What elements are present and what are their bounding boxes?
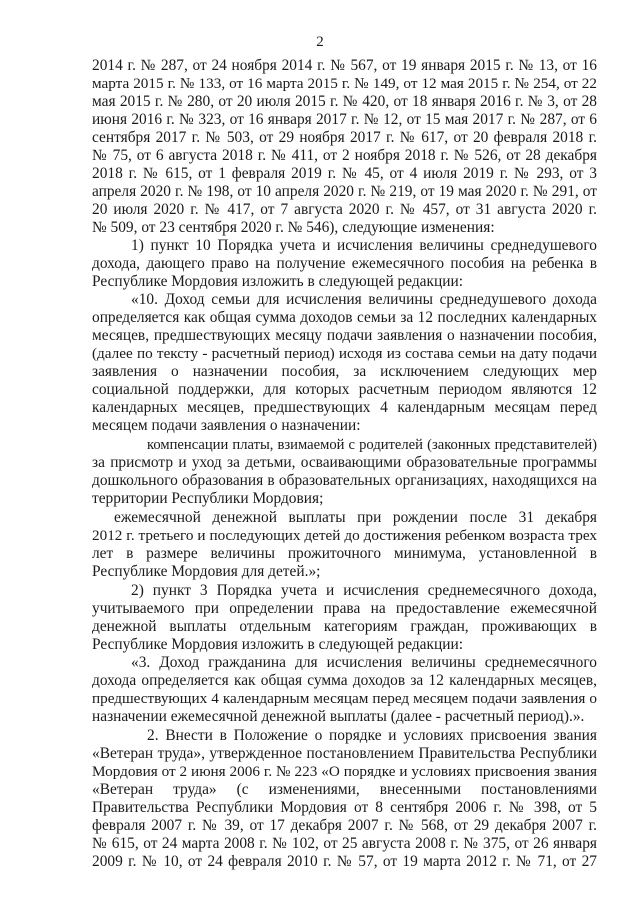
- text-line: месяцем подачи заявления о назначении:: [92, 417, 361, 434]
- text-line: февраля 2007 г. № 39, от 17 декабря 2007 г. № 568, от 29 декабря 2007 г.: [92, 817, 597, 834]
- text-line: 20 июля 2020 г. № 417, от 7 августа 2020 г. № 457, от 31 августа 2020 г.: [92, 201, 597, 218]
- text-line: 2. Внести в Положение о порядке и условиях присвоения звания: [147, 727, 597, 744]
- text-line: 2) пункт 3 Порядка учета и исчисления среднемесячного дохода,: [131, 582, 597, 599]
- text-line: дошкольного образования в образовательных организациях, находящихся на: [92, 472, 597, 489]
- text-line: за присмотр и уход за детьми, осваивающими образовательные программы: [92, 454, 597, 471]
- text-line: № 615, от 24 марта 2008 г. № 102, от 25 августа 2008 г. № 375, от 26 января: [92, 835, 597, 852]
- text-line: социальной поддержки, для которых расчетным периодом являются 12: [92, 381, 597, 398]
- text-line: 2018 г. № 615, от 1 февраля 2019 г. № 45, от 4 июля 2019 г. № 293, от 3: [92, 165, 597, 182]
- text-line: марта 2015 г. № 133, от 16 марта 2015 г. № 149, от 12 мая 2015 г. № 254, от 22: [92, 75, 597, 92]
- text-line: Мордовия от 2 июня 2006 г. № 223 «О порядке и условиях присвоения звания: [92, 763, 597, 780]
- text-line: Правительства Республики Мордовия от 8 сентября 2006 г. № 398, от 5: [92, 799, 597, 816]
- text-line: «Ветеран труда», утвержденное постановлением Правительства Республики: [92, 745, 597, 762]
- text-line: Республике Мордовия изложить в следующей редакции:: [92, 273, 463, 290]
- text-line: дохода, дающего право на получение ежемесячного пособия на ребенка в: [92, 255, 597, 272]
- text-line: «10. Доход семьи для исчисления величины среднедушевого дохода: [131, 291, 597, 308]
- text-line: 2012 г. третьего и последующих детей до достижения ребенком возраста трех: [92, 527, 597, 544]
- text-line: дохода определяется как общая сумма доходов за 12 календарных месяцев,: [92, 672, 597, 689]
- text-line: «3. Доход гражданина для исчисления величины среднемесячного: [131, 654, 597, 671]
- text-line: «Ветеран труда» (с изменениями, внесенными постановлениями: [92, 781, 597, 798]
- text-line: лет в размере величины прожиточного минимума, установленной в: [92, 545, 597, 562]
- text-line: 2009 г. № 10, от 24 февраля 2010 г. № 57, от 19 марта 2012 г. № 71, от 27: [92, 853, 597, 870]
- text-line: 2014 г. № 287, от 24 ноября 2014 г. № 567, от 19 января 2015 г. № 13, от 16: [92, 57, 597, 74]
- text-line: учитываемого при определении права на предоставление ежемесячной: [92, 600, 597, 617]
- text-line: заявления о назначении пособия, за исключением следующих мер: [92, 363, 597, 380]
- text-line: территории Республики Мордовия;: [92, 490, 324, 507]
- text-line: календарных месяцев, предшествующих 4 календарным месяцам перед: [92, 399, 597, 416]
- text-line: компенсации платы, взимаемой с родителей (законных представителей): [147, 437, 597, 453]
- text-line: Республике Мордовия изложить в следующей редакции:: [92, 636, 463, 653]
- text-line: № 509, от 23 сентября 2020 г. № 546), следующие изменения:: [92, 219, 495, 236]
- page-number: 2: [316, 34, 324, 50]
- text-line: денежной выплаты отдельным категориям граждан, проживающих в: [92, 618, 597, 635]
- text-line: определяется как общая сумма доходов семьи за 12 последних календарных: [92, 309, 597, 326]
- text-line: апреля 2020 г. № 198, от 10 апреля 2020 г. № 219, от 19 мая 2020 г. № 291, от: [92, 183, 597, 200]
- text-line: Республике Мордовия для детей.»;: [92, 563, 321, 580]
- text-line: № 75, от 6 августа 2018 г. № 411, от 2 ноября 2018 г. № 526, от 28 декабря: [92, 147, 597, 164]
- text-line: 1) пункт 10 Порядка учета и исчисления величины среднедушевого: [131, 237, 597, 254]
- text-line: (далее по тексту - расчетный период) исходя из состава семьи на дату подачи: [92, 345, 597, 362]
- text-line: назначении ежемесячной денежной выплаты (далее - расчетный период).».: [92, 708, 585, 725]
- text-line: июня 2016 г. № 323, от 16 января 2017 г. № 12, от 15 мая 2017 г. № 287, от 6: [92, 111, 597, 128]
- text-line: предшествующих 4 календарным месяцам перед месяцем подачи заявления о: [92, 690, 597, 707]
- text-line: месяцев, предшествующих месяцу подачи заявления о назначении пособия,: [92, 327, 597, 344]
- text-line: мая 2015 г. № 280, от 20 июля 2015 г. № 420, от 18 января 2016 г. № 3, от 28: [92, 93, 597, 110]
- text-line: сентября 2017 г. № 503, от 29 ноября 2017 г. № 617, от 20 февраля 2018 г.: [92, 129, 597, 146]
- text-line: ежемесячной денежной выплаты при рождении после 31 декабря: [114, 509, 597, 526]
